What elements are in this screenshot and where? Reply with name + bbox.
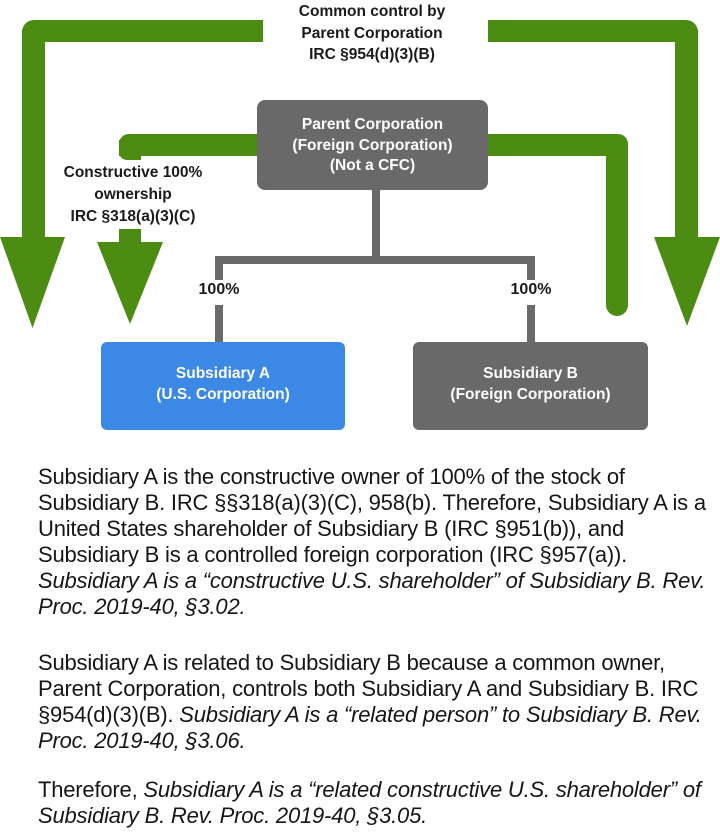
paragraph-conclusion [38, 777, 710, 829]
org-connector-parent-stem [372, 188, 380, 258]
subsidiary-a-line1: Subsidiary A [175, 365, 271, 382]
org-connector-right-lower [527, 305, 535, 342]
paragraph-1-regular-text: Subsidiary A is the constructive owner of 100% of the stock of Subsidiary B. IRC §§318(a)(3)(C), 958(b). Therefore, Subsidiary A is a United States shareholder of Subsidiary B (IRC §951(b)), and Subsidiary B is a controlled foreign corporation (IRC §957(a)). [38, 464, 706, 567]
paragraph-constructive-shareholder [38, 464, 710, 620]
common-control-label [262, 1, 482, 66]
org-connector-left-lower [215, 305, 223, 342]
paragraph-related-person [38, 650, 710, 754]
constructive-ownership-corner-left [119, 140, 141, 160]
parent-box-line1: Parent Corporation [301, 116, 444, 133]
paragraph-3-regular-text: Therefore, [38, 777, 144, 802]
constructive-ownership-label-line3: IRC §318(a)(3)(C) [70, 208, 196, 225]
subsidiary-a-line2: (U.S. Corporation) [156, 385, 290, 403]
common-control-label-line2: Parent Corporation [301, 24, 443, 42]
parent-box-line3: (Not a CFC) [329, 157, 416, 174]
constructive-ownership-label-line2: ownership [94, 186, 172, 203]
common-control-arrowhead-right-icon [654, 237, 720, 326]
common-control-arrowhead-left-icon [0, 237, 65, 328]
constructive-ownership-shaft-right [606, 145, 628, 316]
paragraph-2-regular-text: Subsidiary A is related to Subsidiary B because a common owner, Parent Corporation, controls both Subsidiary A and Subsidiary B. IRC §954(d)(3)(B). [38, 650, 699, 727]
parent-corporation-box [257, 100, 488, 190]
common-control-bar-right [488, 20, 698, 42]
subsidiary-b-line2: (Foreign Corporation) [450, 385, 611, 403]
common-control-bar-left [22, 20, 263, 42]
paragraph-2-italic-text: Subsidiary A is a “related person” to Subsidiary B. Rev. Proc. 2019-40, §3.06. [38, 702, 702, 753]
constructive-ownership-arrowhead-icon [97, 229, 163, 324]
paragraph-1-italic-text: Subsidiary A is a “constructive U.S. shareholder” of Subsidiary B. Rev. Proc. 2019-40, §3.02. [38, 568, 706, 619]
org-connector-left-upper [215, 260, 223, 280]
paragraph-3-italic-text: Subsidiary A is a “related constructive U.S. shareholder” of Subsidiary B. Rev. Proc. 2019-40, §3.05. [38, 777, 701, 828]
constructive-ownership-label-line1: Constructive 100% [63, 164, 203, 181]
common-control-label-line1: Common control by [298, 3, 446, 20]
org-connector-right-upper [527, 260, 535, 280]
common-control-shaft-right [675, 30, 698, 240]
subsidiary-b-line1: Subsidiary B [483, 365, 578, 382]
ownership-percent-left: 100% [198, 281, 240, 298]
parent-box-line2: (Foreign Corporation) [292, 136, 453, 154]
subsidiary-a-box [101, 342, 345, 430]
subsidiary-b-box [413, 342, 648, 430]
common-control-label-line3: IRC §954(d)(3)(B) [309, 46, 435, 63]
org-connector-horizontal [215, 256, 535, 264]
ownership-percent-right: 100% [510, 281, 552, 298]
constructive-ownership-label [33, 162, 233, 228]
